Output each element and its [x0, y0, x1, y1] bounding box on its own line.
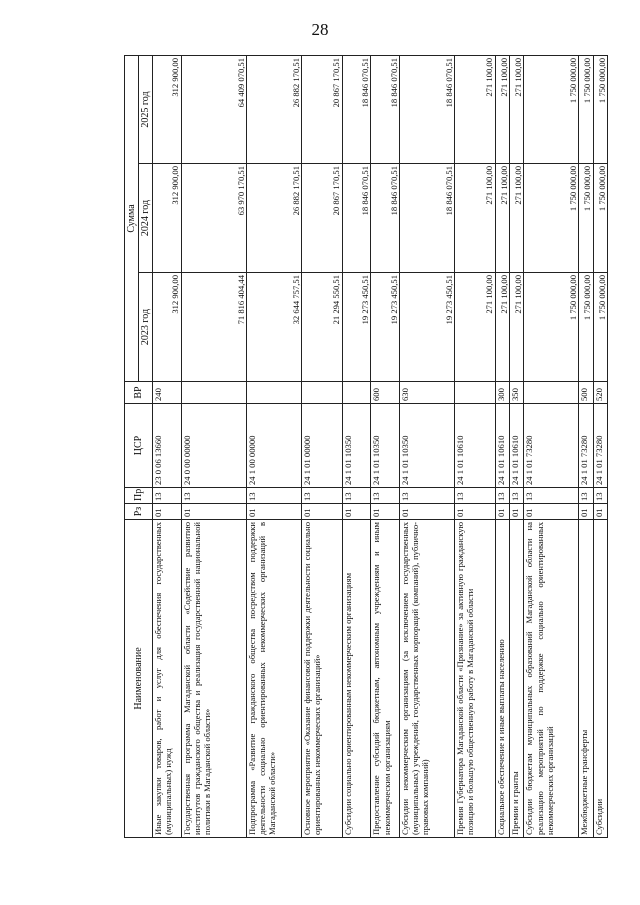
cell-csr: 24 0 00 00000 [181, 404, 246, 488]
cell-rz: 01 [495, 504, 509, 520]
cell-pr: 13 [399, 488, 454, 504]
cell-rz: 01 [246, 504, 301, 520]
cell-y2023: 271 100,00 [495, 273, 509, 382]
cell-vr [181, 382, 246, 404]
table-row [399, 56, 454, 838]
cell-y2024: 1 750 000,00 [579, 164, 593, 273]
cell-name: Субсидии бюджетам муниципальных образований Магаданской области на реализацию мероприятий по поддержке социально ориентированных некоммерческих организаций [524, 520, 579, 838]
cell-y2023: 32 644 757,51 [246, 273, 301, 382]
page-number: 28 [311, 20, 329, 39]
cell-rz: 01 [371, 504, 400, 520]
header-vr: ВР [125, 382, 153, 404]
cell-y2025: 1 750 000,00 [579, 56, 593, 164]
cell-vr: 500 [579, 382, 593, 404]
cell-y2023: 19 273 450,51 [342, 273, 371, 382]
table-row [342, 56, 371, 838]
cell-y2023: 71 816 404,44 [181, 273, 246, 382]
table-row [593, 56, 607, 838]
table-row [246, 56, 301, 838]
cell-vr: 240 [153, 382, 182, 404]
cell-csr: 24 1 01 73280 [593, 404, 607, 488]
cell-y2024: 63 970 170,51 [181, 164, 246, 273]
cell-y2023: 271 100,00 [454, 273, 495, 382]
cell-rz: 01 [579, 504, 593, 520]
cell-y2025: 18 846 070,51 [342, 56, 371, 164]
cell-rz: 01 [524, 504, 579, 520]
table-row [181, 56, 246, 838]
cell-vr: 630 [399, 382, 454, 404]
cell-vr [301, 382, 342, 404]
cell-y2025: 26 882 170,51 [246, 56, 301, 164]
cell-pr: 13 [495, 488, 509, 504]
cell-rz: 01 [399, 504, 454, 520]
cell-csr: 24 1 01 10610 [510, 404, 524, 488]
cell-y2025: 1 750 000,00 [524, 56, 579, 164]
cell-csr: 23 0 06 13660 [153, 404, 182, 488]
cell-vr: 350 [510, 382, 524, 404]
cell-pr: 13 [593, 488, 607, 504]
cell-y2025: 312 900,00 [153, 56, 182, 164]
table-row [510, 56, 524, 838]
cell-csr: 24 1 01 00000 [301, 404, 342, 488]
cell-name: Субсидии [593, 520, 607, 838]
cell-name: Основное мероприятие «Оказание финансовой поддержки деятельности социально ориентированных некоммерческих организаций» [301, 520, 342, 838]
cell-y2024: 1 750 000,00 [524, 164, 579, 273]
cell-name: Межбюджетные трансферты [579, 520, 593, 838]
cell-rz: 01 [510, 504, 524, 520]
cell-name: Подпрограмма «Развитие гражданского общества посредством поддержки деятельности социально ориентированных некоммерческих организаций в Магаданской области» [246, 520, 301, 838]
cell-vr [246, 382, 301, 404]
cell-name: Иные закупки товаров, работ и услуг для обеспечения государственных (муниципальных) нужд [153, 520, 182, 838]
cell-rz: 01 [342, 504, 371, 520]
header-name: Наименование [125, 520, 153, 838]
cell-pr: 13 [153, 488, 182, 504]
budget-table-rotated [124, 56, 608, 838]
cell-name: Предоставление субсидий бюджетным, автономным учреждениям и иным некоммерческим организациям [371, 520, 400, 838]
header-2024: 2024 год [139, 164, 153, 273]
cell-y2025: 1 750 000,00 [593, 56, 607, 164]
cell-y2024: 18 846 070,51 [342, 164, 371, 273]
table-row [153, 56, 182, 838]
cell-y2025: 64 409 070,51 [181, 56, 246, 164]
cell-y2024: 26 882 170,51 [246, 164, 301, 273]
cell-csr: 24 1 01 10350 [399, 404, 454, 488]
cell-pr: 13 [524, 488, 579, 504]
cell-y2023: 19 273 450,51 [371, 273, 400, 382]
cell-y2023: 1 750 000,00 [579, 273, 593, 382]
cell-rz: 01 [153, 504, 182, 520]
cell-y2023: 312 900,00 [153, 273, 182, 382]
cell-pr: 13 [181, 488, 246, 504]
table-body [153, 56, 608, 838]
cell-y2025: 18 846 070,51 [399, 56, 454, 164]
cell-y2025: 20 867 170,51 [301, 56, 342, 164]
cell-vr: 520 [593, 382, 607, 404]
cell-csr: 24 1 01 10610 [454, 404, 495, 488]
cell-y2024: 1 750 000,00 [593, 164, 607, 273]
table-row [495, 56, 509, 838]
cell-y2023: 1 750 000,00 [593, 273, 607, 382]
table-row [524, 56, 579, 838]
cell-name: Премии и гранты [510, 520, 524, 838]
table-row [371, 56, 400, 838]
header-csr: ЦСР [125, 404, 153, 488]
cell-y2024: 271 100,00 [454, 164, 495, 273]
cell-name: Субсидии некоммерческим организациям (за исключением государственных (муниципальных) учреждений, государственных корпораций (компаний), публично-правовых компаний) [399, 520, 454, 838]
cell-y2025: 271 100,00 [495, 56, 509, 164]
table-row [454, 56, 495, 838]
table-row [579, 56, 593, 838]
cell-y2024: 18 846 070,51 [371, 164, 400, 273]
cell-csr: 24 1 01 73280 [579, 404, 593, 488]
cell-y2023: 19 273 450,51 [399, 273, 454, 382]
cell-y2025: 271 100,00 [510, 56, 524, 164]
cell-name: Государственная программа Магаданской области «Содействие развитию институтов гражданского общества и реализация государственной национальной политики в Магаданской области» [181, 520, 246, 838]
cell-y2024: 20 867 170,51 [301, 164, 342, 273]
cell-vr [524, 382, 579, 404]
cell-rz: 01 [593, 504, 607, 520]
cell-csr: 24 1 00 00000 [246, 404, 301, 488]
cell-pr: 13 [246, 488, 301, 504]
cell-pr: 13 [301, 488, 342, 504]
cell-vr [342, 382, 371, 404]
header-2025: 2025 год [139, 56, 153, 164]
cell-rz: 01 [301, 504, 342, 520]
table-row [301, 56, 342, 838]
cell-y2024: 271 100,00 [495, 164, 509, 273]
cell-pr: 13 [579, 488, 593, 504]
cell-rz: 01 [454, 504, 495, 520]
cell-rz: 01 [181, 504, 246, 520]
header-sum: Сумма [125, 56, 139, 382]
cell-y2024: 271 100,00 [510, 164, 524, 273]
budget-table [124, 55, 608, 838]
header-pr: Пр [125, 488, 153, 504]
cell-pr: 13 [371, 488, 400, 504]
cell-vr [454, 382, 495, 404]
cell-pr: 13 [342, 488, 371, 504]
cell-y2023: 21 294 550,51 [301, 273, 342, 382]
cell-pr: 13 [454, 488, 495, 504]
cell-csr: 24 1 01 10610 [495, 404, 509, 488]
cell-csr: 24 1 01 10350 [342, 404, 371, 488]
cell-y2024: 312 900,00 [153, 164, 182, 273]
cell-y2023: 1 750 000,00 [524, 273, 579, 382]
cell-vr: 300 [495, 382, 509, 404]
cell-y2023: 271 100,00 [510, 273, 524, 382]
table-header [125, 56, 153, 838]
cell-pr: 13 [510, 488, 524, 504]
cell-csr: 24 1 01 73280 [524, 404, 579, 488]
cell-y2024: 18 846 070,51 [399, 164, 454, 273]
header-rz: Рз [125, 504, 153, 520]
cell-csr: 24 1 01 10350 [371, 404, 400, 488]
cell-name: Премия Губернатора Магаданской области «Признание» за активную гражданскую позицию и большую общественную работу в Магаданской области [454, 520, 495, 838]
cell-vr: 600 [371, 382, 400, 404]
cell-name: Социальное обеспечение и иные выплаты населению [495, 520, 509, 838]
cell-y2025: 271 100,00 [454, 56, 495, 164]
cell-name: Субсидии социально ориентированным некоммерческим организациям [342, 520, 371, 838]
header-2023: 2023 год [139, 273, 153, 382]
cell-y2025: 18 846 070,51 [371, 56, 400, 164]
